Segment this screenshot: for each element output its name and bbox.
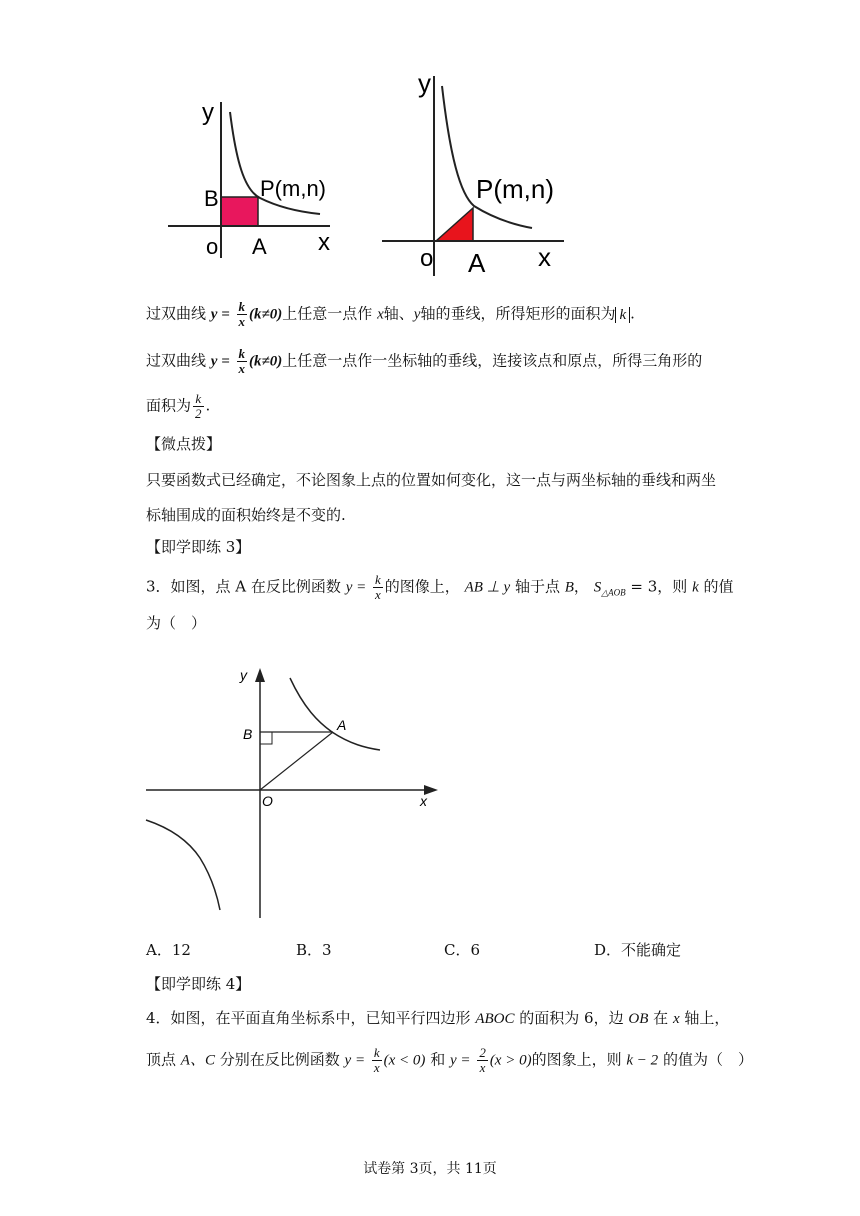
q4-and: 和 <box>430 1050 446 1069</box>
hyperbola-branch-2 <box>146 820 220 910</box>
text-p3: 面积为 <box>146 396 192 415</box>
point-a-label: A <box>252 234 267 259</box>
q4-formula-fraction-2: $\frac{2}{x}$ <box>479 1045 486 1075</box>
q3-text-a: 3．如图，点 A 在反比例函数 <box>146 577 341 596</box>
text-p1-mid: 上任意一点作 <box>282 304 373 323</box>
text-p1-axis: 轴、 <box>383 304 414 323</box>
x-axis-label: x <box>538 242 551 272</box>
y-axis-label: y <box>240 667 247 683</box>
option-c[interactable]: C．6 <box>444 941 481 959</box>
x-axis-label: x <box>318 229 330 256</box>
tip-line-2: 标轴围成的面积始终是不变的. <box>146 506 346 524</box>
q3-k: k <box>692 579 699 596</box>
tip-line-1: 只要函数式已经确定，不论图象上点的位置如何变化，这一点与两坐标轴的垂线和两坐 <box>146 471 717 489</box>
point-a-label: A <box>468 248 486 278</box>
q4-condition-1: (x < 0) <box>383 1052 426 1069</box>
abs-k: k <box>615 307 630 323</box>
q3-area-subscript: △AOB <box>601 587 626 598</box>
formula-fraction: $\frac{k}{x}$ <box>238 299 246 329</box>
q4-formula-fraction-1: $\frac{k}{x}$ <box>373 1045 380 1075</box>
origin-label: o <box>420 245 434 272</box>
paragraph-triangle-area-2 <box>146 392 210 421</box>
q3-text-c: 轴于点 <box>514 577 560 596</box>
point-b-label: B <box>204 186 219 211</box>
half-k-fraction: $\frac{k}{2}$ <box>195 391 202 421</box>
q3-text-b: 的图像上， <box>384 577 460 596</box>
point-p-label: P(m,n) <box>260 176 326 201</box>
option-b[interactable]: B．3 <box>296 941 332 959</box>
page-footer: 试卷第 3页，共 11页 <box>363 1161 497 1177</box>
q4-parallelogram: ABOC <box>475 1011 515 1027</box>
y-axis-label: y <box>202 99 214 126</box>
q4-expression: k − 2 <box>626 1052 659 1069</box>
paragraph-rectangle-area <box>146 300 635 329</box>
question-3-line-1 <box>146 573 734 605</box>
q3-ab-perp: AB ⊥ y <box>464 579 511 596</box>
q3-area-value: = 3 <box>630 577 658 596</box>
q3-formula-y: y = <box>345 579 367 596</box>
q4-text-c: 在 <box>653 1009 669 1027</box>
q3-area-s: S <box>593 579 602 596</box>
q3-point-b: B <box>564 579 574 596</box>
formula-y: y = <box>210 306 230 323</box>
question-4-line-1 <box>146 1006 729 1031</box>
rectangle-area <box>221 197 258 226</box>
formula-fraction: $\frac{k}{x}$ <box>238 346 246 376</box>
text-p2-end: 上任意一点作一坐标轴的垂线，连接该点和原点，所得三角形的 <box>282 351 703 370</box>
q3-formula-fraction: $\frac{k}{x}$ <box>375 572 381 602</box>
q4-text-h: 的值为（ ） <box>662 1050 753 1069</box>
hyperbola-branch-1 <box>290 678 380 750</box>
period: . <box>630 304 635 323</box>
q4-text-g: 的图象上，则 <box>531 1050 622 1069</box>
paragraph-triangle-area <box>146 347 702 376</box>
y-axis-arrow <box>255 668 265 682</box>
q4-side-ob: OB <box>628 1011 649 1027</box>
formula-condition: (k≠0) <box>249 353 283 370</box>
q4-text-b: 的面积为 6，边 <box>519 1009 624 1027</box>
point-p-label: P(m,n) <box>476 174 554 204</box>
q4-formula-y: y = <box>344 1052 366 1069</box>
formula-condition: (k≠0) <box>249 306 283 323</box>
option-a[interactable]: A．12 <box>146 941 191 959</box>
question-3-line-2: 为（ ） <box>146 614 207 632</box>
text-p2-pre: 过双曲线 <box>146 351 207 370</box>
q4-text-d: 轴上， <box>684 1009 730 1027</box>
q4-formula-y-2: y = <box>450 1052 471 1069</box>
formula-y: y = <box>210 353 230 370</box>
a-label: A <box>337 717 347 733</box>
y-axis-label: y <box>418 68 431 98</box>
triangle-area <box>436 208 473 241</box>
text-p1-end: 轴的垂线，所得矩形的面积为 <box>420 304 616 323</box>
hyperbola-curve <box>442 86 532 228</box>
o-label: O <box>262 793 273 809</box>
b-label: B <box>243 726 253 742</box>
q3-text-e: ，则 <box>657 577 688 596</box>
q3-text-f: 的值 <box>703 577 734 596</box>
text-y-var: y <box>413 306 421 323</box>
figure-question-3 <box>140 660 450 922</box>
question-4-line-2 <box>146 1046 753 1075</box>
origin-label: o <box>206 234 219 259</box>
figure-triangle-area <box>378 66 578 280</box>
text-p1-pre: 过双曲线 <box>146 304 207 323</box>
right-angle-mark <box>260 732 272 744</box>
q4-text-e: 顶点 <box>146 1050 177 1069</box>
q4-condition-2: (x > 0) <box>489 1052 532 1069</box>
x-axis-label: x <box>420 793 427 809</box>
text-x-var: x <box>377 306 384 323</box>
q4-x: x <box>672 1011 680 1027</box>
option-d[interactable]: D．不能确定 <box>594 941 682 959</box>
q4-text-f: 分别在反比例函数 <box>219 1050 340 1069</box>
practice4-header: 【即学即练 4】 <box>146 975 251 993</box>
segment-oa <box>260 732 333 790</box>
q4-vertices-ac: A、C <box>180 1052 215 1069</box>
practice3-header: 【即学即练 3】 <box>146 538 251 556</box>
q4-text-a: 4．如图，在平面直角坐标系中，已知平行四边形 <box>146 1009 471 1027</box>
period: . <box>205 396 211 415</box>
tip-header: 【微点拨】 <box>146 435 222 453</box>
figure-rectangle-area <box>160 90 350 270</box>
q3-comma: ， <box>573 577 589 596</box>
